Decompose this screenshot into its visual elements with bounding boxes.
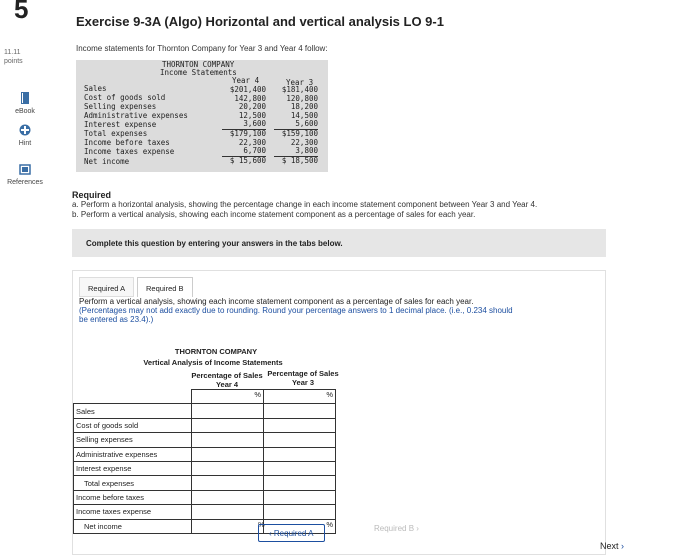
pct-year4-header-input[interactable] bbox=[192, 390, 264, 404]
sidebar-hint-label: Hint bbox=[18, 140, 32, 147]
intro-text: Income statements for Thornton Company for Year 3 and Year 4 follow: bbox=[76, 44, 328, 53]
references-icon bbox=[19, 164, 31, 175]
va-title: Vertical Analysis of Income Statements bbox=[143, 358, 283, 367]
stmt-y4: 12,500 bbox=[238, 110, 266, 120]
pct-symbol: % bbox=[254, 390, 261, 399]
points-label: points bbox=[4, 58, 23, 65]
pct-year4-input[interactable] bbox=[192, 519, 264, 533]
question-number: 5 bbox=[14, 0, 29, 24]
pct-year4-input[interactable] bbox=[192, 461, 264, 475]
pct-year4-input[interactable] bbox=[192, 505, 264, 519]
stmt-label: Income before taxes bbox=[84, 138, 170, 147]
vertical-analysis-table bbox=[73, 389, 336, 534]
pct-year4-input[interactable] bbox=[192, 433, 264, 447]
table-row bbox=[74, 490, 336, 504]
row-label: Interest expense bbox=[74, 461, 192, 475]
points-display bbox=[4, 48, 23, 66]
stmt-y3: 22,300 bbox=[290, 137, 318, 147]
table-row bbox=[74, 390, 336, 404]
stmt-label: Administrative expenses bbox=[84, 111, 188, 120]
stmt-y3: 3,800 bbox=[274, 147, 318, 157]
stmt-y4: 6,700 bbox=[222, 147, 266, 157]
stmt-y3: 5,600 bbox=[274, 120, 318, 130]
pct-year4-input[interactable] bbox=[192, 476, 264, 490]
pct-year3-input[interactable] bbox=[264, 447, 336, 461]
next-label: Required B bbox=[374, 524, 415, 533]
chevron-right-icon: › bbox=[416, 524, 419, 533]
table-row bbox=[74, 461, 336, 475]
exercise-title: Exercise 9-3A (Algo) Horizontal and vertical analysis LO 9-1 bbox=[76, 14, 444, 29]
pct-year3-input[interactable] bbox=[264, 418, 336, 432]
pct-year3-header-input[interactable] bbox=[264, 390, 336, 404]
pct-symbol: % bbox=[326, 390, 333, 399]
next-page-link[interactable] bbox=[600, 541, 624, 551]
required-heading: Required bbox=[72, 190, 112, 200]
stmt-y3: 120,800 bbox=[286, 93, 318, 103]
pct-year3-input[interactable] bbox=[264, 476, 336, 490]
tab-required-b[interactable]: Required B bbox=[137, 277, 193, 297]
next-required-button[interactable] bbox=[364, 520, 429, 538]
stmt-y4: 20,200 bbox=[238, 102, 266, 112]
stmt-label: Cost of goods sold bbox=[84, 93, 166, 102]
stmt-label: Total expenses bbox=[84, 129, 148, 138]
pct-symbol: % bbox=[258, 519, 265, 529]
pct-year4-input[interactable] bbox=[192, 490, 264, 504]
pct-year3-input[interactable] bbox=[264, 505, 336, 519]
stmt-y4: $179,100 bbox=[229, 128, 266, 138]
instruction-text bbox=[79, 297, 513, 324]
hint-icon bbox=[19, 124, 31, 136]
row-label: Income before taxes bbox=[74, 490, 192, 504]
va-col-y4: Percentage of Sales Year 4 bbox=[191, 371, 263, 389]
pct-year3-input[interactable] bbox=[264, 490, 336, 504]
pct-year4-input[interactable] bbox=[192, 447, 264, 461]
sidebar-ebook-label: eBook bbox=[15, 108, 35, 115]
row-label: Total expenses bbox=[74, 476, 192, 490]
sidebar-references[interactable] bbox=[4, 164, 46, 186]
table-row bbox=[74, 418, 336, 432]
sidebar-ebook[interactable] bbox=[4, 92, 46, 115]
income-statement bbox=[76, 60, 328, 172]
table-row bbox=[74, 433, 336, 447]
row-label: Selling expenses bbox=[74, 433, 192, 447]
stmt-y3: 18,200 bbox=[290, 102, 318, 112]
stmt-y4: $201,400 bbox=[229, 85, 266, 94]
pct-symbol: % bbox=[326, 519, 333, 529]
required-a: a. Perform a horizontal analysis, showing the percentage change in each income statement component between Year 3 and Year 4. bbox=[72, 200, 538, 209]
chevron-left-icon: ‹ bbox=[269, 529, 272, 538]
statement-title: Income Statements bbox=[160, 68, 237, 77]
sidebar-references-label: References bbox=[7, 179, 43, 186]
chevron-right-icon: › bbox=[621, 541, 625, 551]
stmt-y4: 142,800 bbox=[234, 93, 266, 103]
stmt-y3: $181,400 bbox=[281, 85, 318, 94]
table-row bbox=[74, 476, 336, 490]
row-label: Net income bbox=[74, 519, 192, 533]
pct-year4-input[interactable] bbox=[192, 404, 264, 418]
tabs-panel bbox=[72, 270, 606, 555]
stmt-y4: 22,300 bbox=[238, 137, 266, 147]
required-b: b. Perform a vertical analysis, showing each income statement component as a percentage of sales for each year. bbox=[72, 210, 476, 219]
ebook-icon bbox=[20, 92, 30, 104]
pct-year3-input[interactable] bbox=[264, 461, 336, 475]
prev-required-button[interactable] bbox=[258, 524, 325, 542]
complete-text: Complete this question by entering your answers in the tabs below. bbox=[86, 239, 343, 248]
pct-year4-input[interactable] bbox=[192, 418, 264, 432]
instruction-line2: (Percentages may not add exactly due to rounding. Round your percentage answers to 1 decimal place. (i.e., 0.234 should bbox=[79, 306, 513, 315]
row-label: Sales bbox=[74, 404, 192, 418]
instructions-bar bbox=[72, 229, 606, 257]
sidebar-hint[interactable] bbox=[4, 124, 46, 147]
pct-year3-input[interactable] bbox=[264, 433, 336, 447]
row-label: Income taxes expense bbox=[74, 505, 192, 519]
stmt-y4: $ 15,600 bbox=[229, 155, 266, 165]
stmt-y3: $ 18,500 bbox=[281, 155, 318, 165]
next-page-label: Next bbox=[600, 541, 619, 551]
row-label: Administrative expenses bbox=[74, 447, 192, 461]
stmt-label: Interest expense bbox=[84, 120, 157, 129]
stmt-y3: 14,500 bbox=[290, 110, 318, 120]
stmt-label: Sales bbox=[84, 84, 107, 93]
pct-year3-input[interactable] bbox=[264, 404, 336, 418]
va-col-y3: Percentage of Sales Year 3 bbox=[267, 369, 339, 387]
table-row bbox=[74, 505, 336, 519]
col-year4: Year 4 bbox=[232, 76, 260, 85]
table-row bbox=[74, 447, 336, 461]
stmt-label: Selling expenses bbox=[84, 102, 157, 111]
stmt-label: Net income bbox=[84, 157, 130, 166]
table-row bbox=[74, 404, 336, 418]
col-year3: Year 3 bbox=[286, 78, 314, 87]
points-value: 11.11 bbox=[4, 49, 21, 56]
stmt-y4: 3,600 bbox=[222, 120, 266, 130]
statement-company: THORNTON COMPANY bbox=[162, 60, 235, 69]
tab-required-a[interactable]: Required A bbox=[79, 277, 134, 297]
instruction-line3: be entered as 23.4).) bbox=[79, 315, 154, 324]
stmt-y3: $159,100 bbox=[281, 128, 318, 138]
prev-label: Required A bbox=[273, 529, 314, 538]
instruction-line1: Perform a vertical analysis, showing each income statement component as a percentage of sales for each year. bbox=[79, 297, 474, 306]
stmt-label: Income taxes expense bbox=[84, 147, 175, 156]
row-label: Cost of goods sold bbox=[74, 418, 192, 432]
va-company: THORNTON COMPANY bbox=[174, 347, 258, 356]
